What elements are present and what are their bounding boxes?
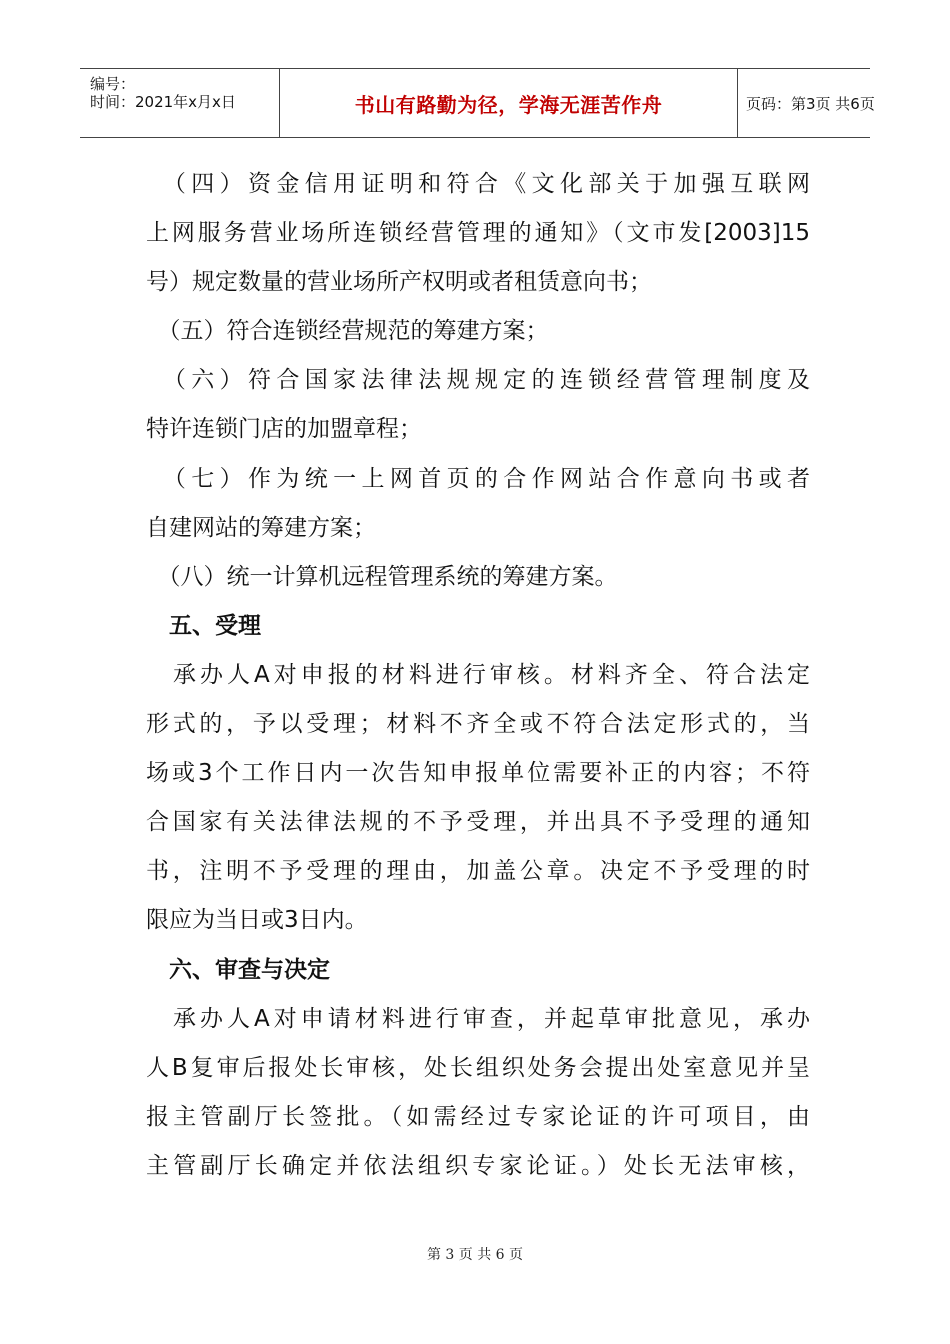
body-line: 形式的，予以受理；材料不齐全或不符合法定形式的，当 xyxy=(146,711,810,738)
body-line: 上网服务营业场所连锁经营管理的通知》（文市发[2003]15 xyxy=(146,220,810,247)
body-line: （八）统一计算机远程管理系统的筹建方案。 xyxy=(146,563,618,590)
section-heading: 六、审查与决定 xyxy=(146,956,330,983)
page-footer: 第 3 页 共 6 页 xyxy=(426,1247,524,1263)
body-line: （六）符合国家法律法规规定的连锁经营管理制度及 xyxy=(146,367,810,394)
body-line: 报主管副厅长签批。（如需经过专家论证的许可项目，由 xyxy=(146,1103,810,1130)
header-motto-cell xyxy=(280,69,738,137)
document-time-label: 时间：2021年x月x日 xyxy=(90,93,236,111)
body-line: 限应为当日或3日内。 xyxy=(146,907,368,934)
body-line: 人B复审后报处长审核，处长组织处务会提出处室意见并呈 xyxy=(146,1054,810,1081)
body-line: （五）符合连锁经营规范的筹建方案； xyxy=(146,318,549,345)
document-number-label: 编号： xyxy=(90,75,136,93)
header-motto: 书山有路勤为径，学海无涯苦作舟 xyxy=(354,92,663,117)
body-line: 自建网站的筹建方案； xyxy=(146,514,376,541)
body-line: 承办人A对申报的材料进行审核。材料齐全、符合法定 xyxy=(146,661,810,688)
body-line: （四）资金信用证明和符合《文化部关于加强互联网 xyxy=(146,171,810,197)
header-meta-cell xyxy=(80,69,280,137)
body-line: 主管副厅长确定并依法组织专家论证。）处长无法审核， xyxy=(146,1152,810,1179)
body-line: 承办人A对申请材料进行审查，并起草审批意见，承办 xyxy=(146,1005,810,1032)
header-page-number: 页码：第3页 共6页 xyxy=(746,94,875,113)
body-line: 场或3个工作日内一次告知申报单位需要补正的内容；不符 xyxy=(146,760,810,787)
body-line: 书，注明不予受理的理由，加盖公章。决定不予受理的时 xyxy=(146,858,810,885)
body-line: 特许连锁门店的加盟章程； xyxy=(146,416,422,443)
document-body xyxy=(146,160,810,1191)
body-line: （七）作为统一上网首页的合作网站合作意向书或者 xyxy=(146,465,810,492)
section-heading: 五、受理 xyxy=(146,612,261,639)
body-line: 合国家有关法律法规的不予受理，并出具不予受理的通知 xyxy=(146,809,810,836)
page-header xyxy=(80,68,875,138)
body-line: 号）规定数量的营业场所产权明或者租赁意向书； xyxy=(146,269,652,296)
